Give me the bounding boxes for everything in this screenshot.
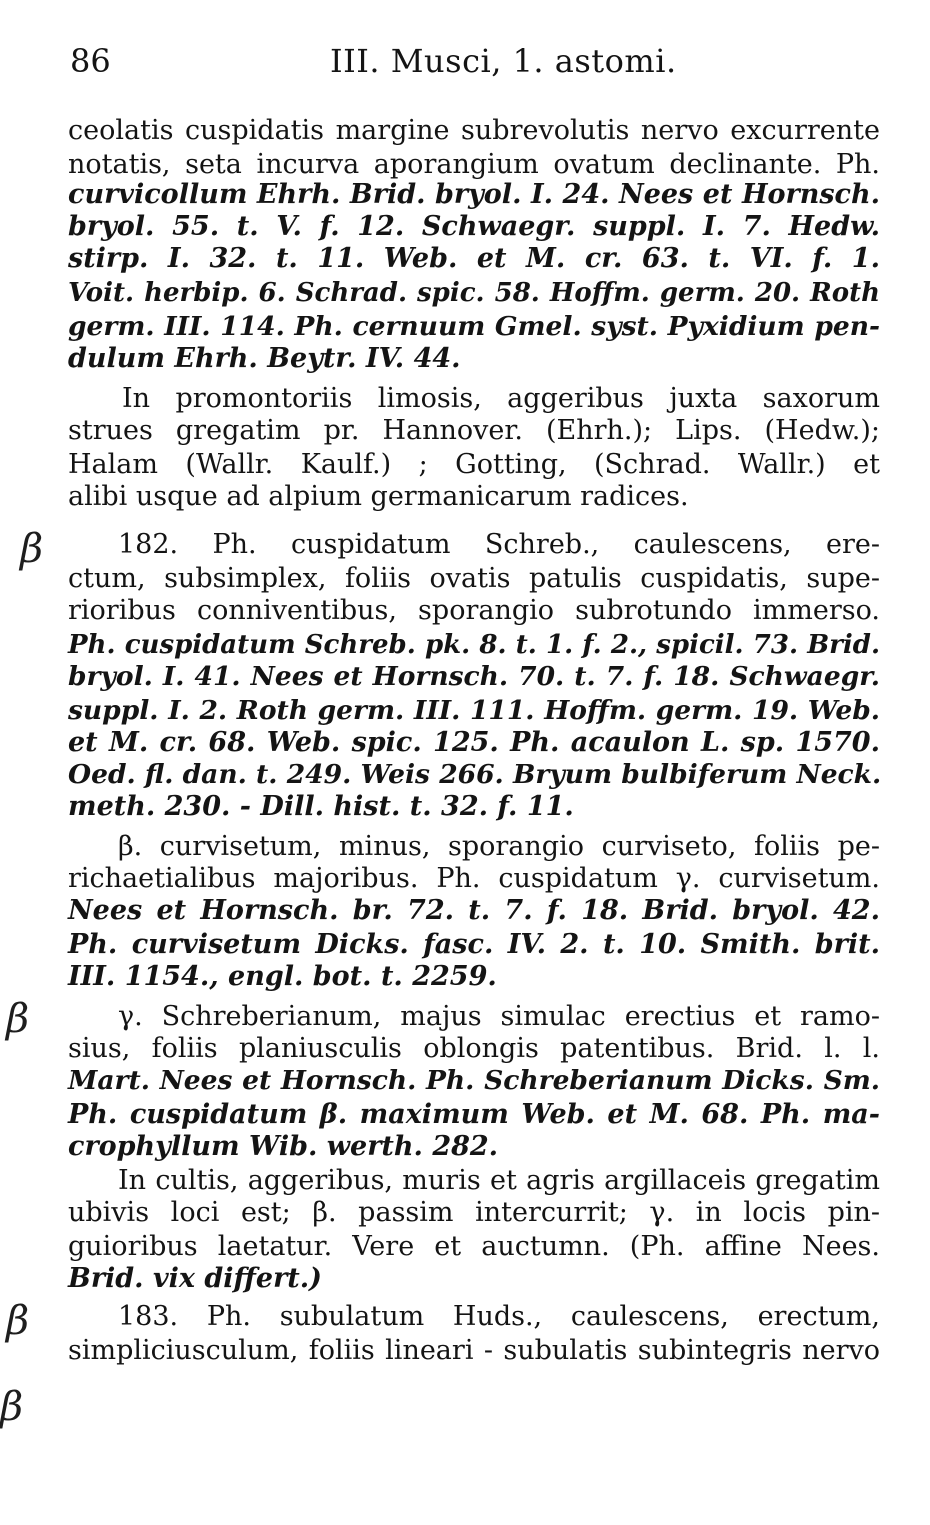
- text-line: Nees et Hornsch. br. 72. t. 7. f. 18. Brid. bryol. 42.: [68, 895, 880, 926]
- text-line: ctum, subsimplex, foliis ovatis patulis cuspidatis, supe-: [68, 563, 880, 594]
- page-header: [0, 38, 930, 88]
- species-heading-line: 183. Ph. subulatum Huds., caulescens, erectum,: [118, 1301, 880, 1332]
- variety-line: β. curvisetum, minus, sporangio curviseto, foliis pe-: [118, 831, 880, 862]
- margin-note: β: [0, 1384, 24, 1430]
- text-line: bryol. 55. t. V. f. 12. Schwaegr. suppl. I. 7. Hedw.: [68, 211, 880, 242]
- text-line: dulum Ehrh. Beytr. IV. 44.: [68, 343, 461, 374]
- text-line: Ph. cuspidatum β. maximum Web. et M. 68. Ph. ma-: [68, 1099, 880, 1130]
- text-line: crophyllum Wib. werth. 282.: [68, 1131, 499, 1162]
- text-line: strues gregatim pr. Hannover. (Ehrh.); Lips. (Hedw.);: [68, 415, 880, 446]
- text-line: In cultis, aggeribus, muris et agris argillaceis gregatim: [118, 1165, 880, 1196]
- text-line: stirp. I. 32. t. 11. Web. et M. cr. 63. t. VI. f. 1.: [68, 243, 880, 274]
- text-line: notatis, seta incurva aporangium ovatum declinante. Ph.: [68, 149, 880, 180]
- text-line: ubivis loci est; β. passim intercurrit; γ. in locis pin-: [68, 1197, 880, 1228]
- text-line: guioribus laetatur. Vere et auctumn. (Ph. affine Nees.: [68, 1231, 880, 1262]
- margin-note: β: [6, 1298, 30, 1344]
- text-line: In promontoriis limosis, aggeribus juxta saxorum: [122, 383, 880, 414]
- text-line: Oed. fl. dan. t. 249. Weis 266. Bryum bulbiferum Neck.: [68, 759, 882, 790]
- text-line: alibi usque ad alpium germanicarum radices.: [68, 481, 689, 512]
- margin-note: β: [20, 526, 44, 572]
- text-line: Voit. herbip. 6. Schrad. spic. 58. Hoffm. germ. 20. Roth: [68, 278, 880, 308]
- text-line: ceolatis cuspidatis margine subrevolutis nervo excurrente: [68, 115, 880, 146]
- text-line: simpliciusculum, foliis lineari - subulatis subintegris nervo: [68, 1335, 880, 1366]
- text-line: richaetialibus majoribus. Ph. cuspidatum γ. curvisetum.: [68, 863, 880, 894]
- text-line: III. 1154., engl. bot. t. 2259.: [68, 961, 497, 992]
- margin-note: β: [6, 996, 30, 1042]
- text-line: meth. 230. - Dill. hist. t. 32. f. 11.: [68, 791, 574, 822]
- text-line: Halam (Wallr. Kaulf.) ; Gotting, (Schrad. Wallr.) et: [68, 449, 880, 480]
- text-line: Brid. vix differt.): [68, 1263, 322, 1294]
- text-line: Mart. Nees et Hornsch. Ph. Schreberianum Dicks. Sm.: [68, 1065, 880, 1096]
- text-line: et M. cr. 68. Web. spic. 125. Ph. acaulon L. sp. 1570.: [68, 727, 880, 758]
- species-heading-line: 182. Ph. cuspidatum Schreb., caulescens, ere-: [118, 529, 880, 560]
- text-line: Ph. cuspidatum Schreb. pk. 8. t. 1. f. 2., spicil. 73. Brid.: [68, 630, 880, 660]
- text-line: Ph. curvisetum Dicks. fasc. IV. 2. t. 10. Smith. brit.: [68, 929, 880, 960]
- variety-line: γ. Schreberianum, majus simulac erectius et ramo-: [118, 1001, 880, 1032]
- text-line: bryol. I. 41. Nees et Hornsch. 70. t. 7. f. 18. Schwaegr.: [68, 661, 880, 692]
- text-line: sius, foliis planiusculis oblongis patentibus. Brid. l. l.: [68, 1033, 880, 1064]
- text-line: rioribus conniventibus, sporangio subrotundo immerso.: [68, 595, 880, 626]
- text-line: germ. III. 114. Ph. cernuum Gmel. syst. Pyxidium pen-: [68, 311, 880, 342]
- page-number: 86: [70, 42, 111, 80]
- text-line: suppl. I. 2. Roth germ. III. 111. Hoffm. germ. 19. Web.: [68, 695, 880, 726]
- running-title: III. Musci, 1. astomi.: [330, 42, 677, 80]
- text-line: curvicollum Ehrh. Brid. bryol. I. 24. Nees et Hornsch.: [68, 179, 880, 210]
